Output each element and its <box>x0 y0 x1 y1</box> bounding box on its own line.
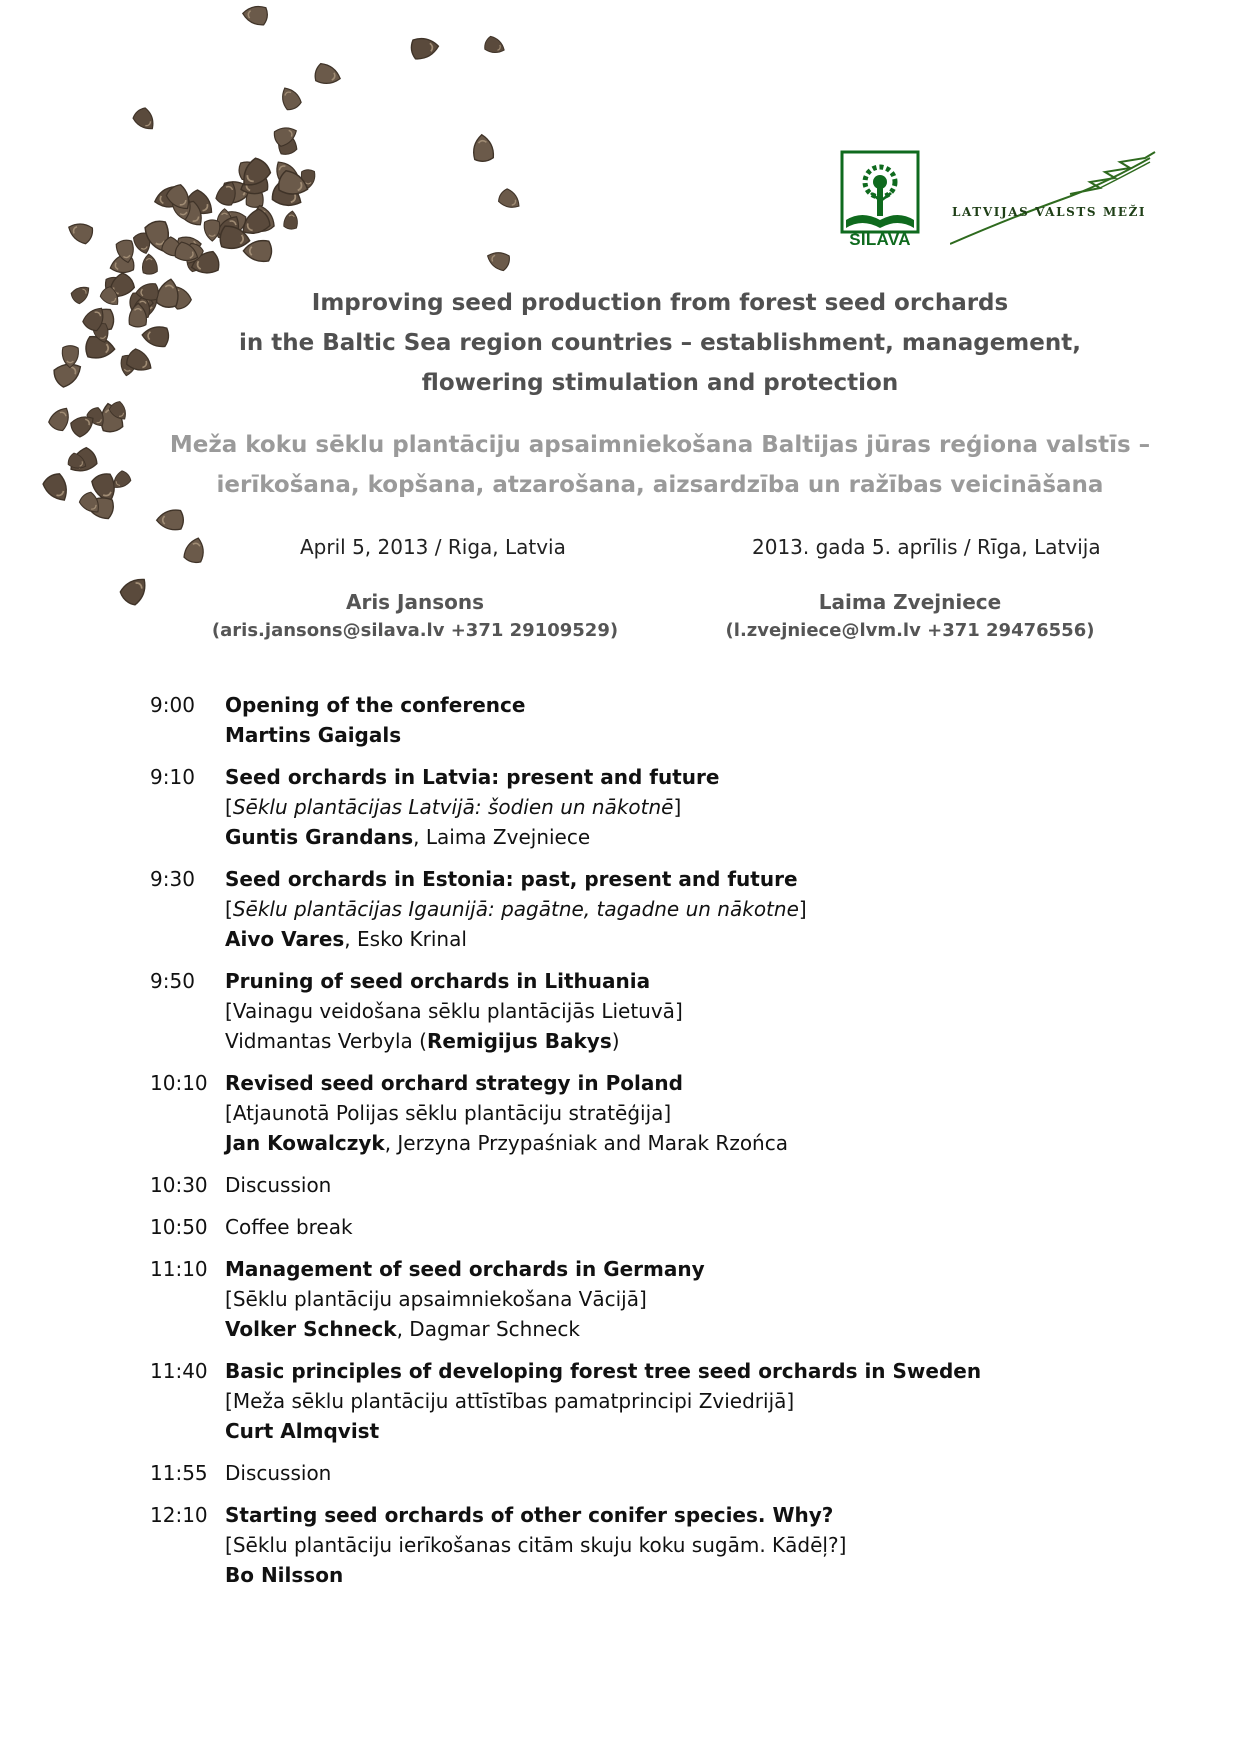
seed-shape <box>131 106 158 134</box>
agenda-body <box>225 762 719 852</box>
seed-shape <box>204 220 220 241</box>
contact-name-2: Laima Zvejniece <box>818 590 1002 614</box>
agenda-speakers <box>225 1128 788 1158</box>
seed-shape <box>242 4 269 25</box>
agenda-body <box>225 966 683 1056</box>
title-en-line: flowering stimulation and protection <box>421 370 899 396</box>
seed-shape <box>65 219 95 245</box>
lvm-logo-text: LATVIJAS VALSTS MEŽI <box>952 205 1147 219</box>
seed-shape <box>283 210 299 230</box>
agenda-item <box>150 1356 1170 1446</box>
seed-shape <box>69 282 93 305</box>
agenda-speakers <box>225 720 525 750</box>
agenda-title: Seed orchards in Estonia: past, present and future <box>225 867 798 891</box>
seed-shape <box>243 241 271 262</box>
agenda-body <box>225 864 807 954</box>
agenda-time: 10:10 <box>150 1071 208 1095</box>
agenda-body <box>225 1500 846 1590</box>
agenda-time: 12:10 <box>150 1503 208 1527</box>
speaker-name-presenting: Remigijus Bakys <box>426 1029 612 1053</box>
agenda-title: Opening of the conference <box>225 693 526 717</box>
seed-shape <box>277 84 302 112</box>
title-en-line: in the Baltic Sea region countries – establishment, management, <box>239 330 1081 356</box>
speaker-name-presenting: Guntis Grandans <box>225 825 414 849</box>
speaker-name: Vidmantas Verbyla ( <box>225 1029 427 1053</box>
speaker-name: ) <box>611 1029 620 1053</box>
event-date-en: April 5, 2013 / Riga, Latvia <box>300 535 566 559</box>
seed-shape <box>47 404 74 433</box>
seed-shape <box>483 35 507 57</box>
seed-shape <box>41 471 73 505</box>
agenda-item <box>150 690 1170 750</box>
agenda-title-latvian: [Atjaunotā Polijas sēklu plantāciju stratēģija] <box>225 1101 672 1125</box>
seed-shape <box>485 248 512 272</box>
speaker-name-presenting: Bo Nilsson <box>225 1563 344 1587</box>
agenda-title-latvian: [Meža sēklu plantāciju attīstības pamatprincipi Zviedrijā] <box>225 1389 795 1413</box>
agenda-title: Basic principles of developing forest tree seed orchards in Sweden <box>225 1359 982 1383</box>
contact-detail-2: (l.zvejniece@lvm.lv +371 29476556) <box>725 620 1095 641</box>
agenda-time: 11:40 <box>150 1359 208 1383</box>
title-lv-line: Meža koku sēklu plantāciju apsaimniekošana Baltijas jūras reģiona valstīs – <box>169 432 1151 458</box>
agenda-item <box>150 1458 1170 1488</box>
agenda-speakers <box>225 1560 846 1590</box>
speaker-name: , Jerzyna Przypaśniak and Marak Rzońca <box>384 1131 788 1155</box>
seed-shape <box>472 134 494 162</box>
seed-shape <box>410 36 440 59</box>
agenda-time: 9:00 <box>150 693 195 717</box>
speaker-name-presenting: Aivo Vares <box>225 927 345 951</box>
agenda-time: 10:50 <box>150 1215 208 1239</box>
agenda-item <box>150 1212 1170 1242</box>
agenda-title: Seed orchards in Latvia: present and future <box>225 765 720 789</box>
speaker-name: , Laima Zvejniece <box>413 825 591 849</box>
agenda-time: 9:10 <box>150 765 195 789</box>
agenda-title: Revised seed orchard strategy in Poland <box>225 1071 683 1095</box>
agenda-body <box>225 690 525 750</box>
agenda-speakers <box>225 924 807 954</box>
title-lv-line: ierīkošana, kopšana, atzarošana, aizsardzība un ražības veicināšana <box>216 472 1104 498</box>
speaker-name-presenting: Martins Gaigals <box>225 723 402 747</box>
agenda-item <box>150 864 1170 954</box>
agenda-item <box>150 966 1170 1056</box>
agenda-time: 9:30 <box>150 867 195 891</box>
agenda-speakers <box>225 1314 705 1344</box>
agenda-speakers <box>225 1416 981 1446</box>
agenda-speakers <box>225 822 719 852</box>
seed-shape <box>118 573 152 608</box>
seed-shape <box>141 325 169 347</box>
seed-shape <box>497 187 524 212</box>
seed-shape <box>156 277 182 309</box>
agenda-list <box>150 690 1170 1602</box>
agenda-body <box>225 1212 353 1242</box>
agenda-time: 9:50 <box>150 969 195 993</box>
agenda-title: Coffee break <box>225 1215 353 1239</box>
title-en-line: Improving seed production from forest seed orchards <box>311 290 1009 316</box>
contact-detail-1: (aris.jansons@silava.lv +371 29109529) <box>211 620 619 641</box>
agenda-time: 11:55 <box>150 1461 208 1485</box>
title-english <box>180 283 1140 403</box>
agenda-title: Management of seed orchards in Germany <box>225 1257 705 1281</box>
agenda-item <box>150 1170 1170 1200</box>
seed-shape <box>141 253 158 274</box>
seed-shape <box>313 62 343 87</box>
silava-logo-text: SILAVA <box>849 230 911 249</box>
agenda-title-latvian: [Sēklu plantāciju ierīkošanas citām skuju koku sugām. Kādēļ?] <box>225 1533 847 1557</box>
agenda-title-latvian: [Sēklu plantācijas Igaunijā: pagātne, tagadne un nākotne] <box>225 897 807 921</box>
agenda-item <box>150 1254 1170 1344</box>
speaker-name: , Esko Krinal <box>344 927 467 951</box>
agenda-title: Discussion <box>225 1461 332 1485</box>
seed-shape <box>156 510 183 530</box>
agenda-title-latvian: [Vainagu veidošana sēklu plantācijās Lietuvā] <box>225 999 683 1023</box>
agenda-body <box>225 1068 788 1158</box>
agenda-title: Pruning of seed orchards in Lithuania <box>225 969 651 993</box>
speaker-name: , Dagmar Schneck <box>396 1317 580 1341</box>
agenda-title-latvian: [Sēklu plantāciju apsaimniekošana Vācijā] <box>225 1287 647 1311</box>
seed-shape <box>183 536 207 565</box>
speaker-name-presenting: Curt Almqvist <box>225 1419 380 1443</box>
agenda-time: 10:30 <box>150 1173 208 1197</box>
event-date-lv: 2013. gada 5. aprīlis / Rīga, Latvija <box>752 535 1101 559</box>
speaker-name-presenting: Volker Schneck <box>225 1317 397 1341</box>
agenda-title: Discussion <box>225 1173 332 1197</box>
agenda-item <box>150 1068 1170 1158</box>
agenda-title: Starting seed orchards of other conifer species. Why? <box>225 1503 834 1527</box>
lvm-feather-logo-icon <box>950 148 1170 248</box>
contact-name-1: Aris Jansons <box>345 590 485 614</box>
agenda-body <box>225 1356 981 1446</box>
agenda-body <box>225 1254 705 1344</box>
agenda-item <box>150 1500 1170 1590</box>
title-latvian <box>160 425 1160 505</box>
agenda-item <box>150 762 1170 852</box>
agenda-body <box>225 1458 331 1488</box>
speaker-name-presenting: Jan Kowalczyk <box>225 1131 385 1155</box>
agenda-title-latvian: [Sēklu plantācijas Latvijā: šodien un nākotnē] <box>225 795 682 819</box>
agenda-time: 11:10 <box>150 1257 208 1281</box>
agenda-body <box>225 1170 331 1200</box>
agenda-speakers <box>225 1026 683 1056</box>
